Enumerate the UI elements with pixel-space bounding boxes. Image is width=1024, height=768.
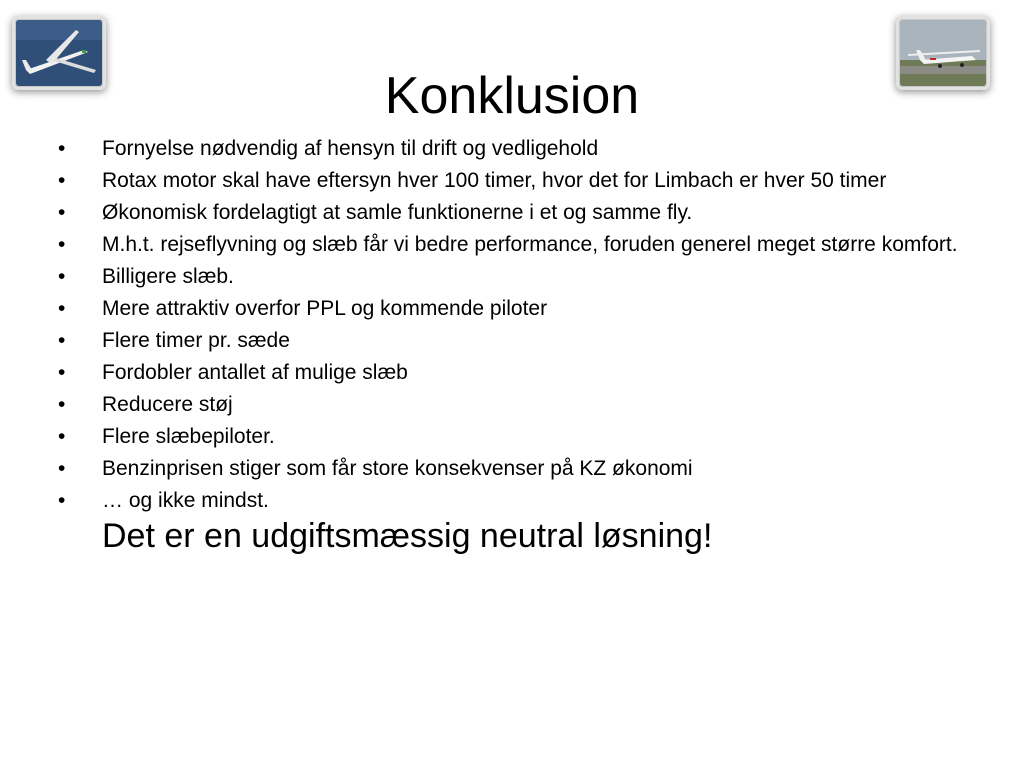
bullet-icon: •: [58, 361, 66, 384]
bullet-icon: •: [58, 169, 66, 192]
bullet-text: M.h.t. rejseflyvning og slæb får vi bedre performance, foruden generel meget større komfort.: [102, 233, 958, 256]
bullet-text: Benzinprisen stiger som får store konsekvenser på KZ økonomi: [102, 457, 693, 480]
list-item: [58, 392, 978, 418]
list-item: [58, 232, 978, 258]
bullet-text: Billigere slæb.: [102, 265, 234, 288]
list-item: [58, 200, 978, 226]
list-item: [58, 488, 978, 556]
bullet-icon: •: [58, 233, 66, 256]
conclusion-statement: Det er en udgiftsmæssig neutral løsning!: [102, 517, 713, 555]
bullet-icon: •: [58, 265, 66, 288]
slide-title: Konklusion: [384, 67, 640, 125]
list-item: [58, 328, 978, 354]
bullet-icon: •: [58, 489, 66, 512]
bullet-icon: •: [58, 425, 66, 448]
bullet-icon: •: [58, 297, 66, 320]
bullet-text: Økonomisk fordelagtigt at samle funktionerne i et og samme fly.: [102, 201, 693, 224]
bullet-text: Mere attraktiv overfor PPL og kommende piloter: [102, 297, 548, 320]
list-item: [58, 360, 978, 386]
list-item: [58, 296, 978, 322]
bullet-text: Reducere støj: [102, 393, 233, 416]
bullet-icon: •: [58, 457, 66, 480]
list-item: [58, 424, 978, 450]
list-item: [58, 456, 978, 482]
bullet-text: Flere slæbepiloter.: [102, 425, 275, 448]
bullet-icon: •: [58, 393, 66, 416]
bullet-text: Fordobler antallet af mulige slæb: [102, 361, 408, 384]
bullet-text: Rotax motor skal have eftersyn hver 100 timer, hvor det for Limbach er hver 50 timer: [102, 169, 887, 192]
bullet-text: Fornyelse nødvendig af hensyn til drift og vedligehold: [102, 137, 599, 160]
bullet-text: Flere timer pr. sæde: [102, 329, 290, 352]
list-item: [58, 264, 978, 290]
list-item: [58, 168, 978, 194]
bullet-list: [58, 136, 978, 562]
list-item: [58, 136, 978, 162]
bullet-icon: •: [58, 201, 66, 224]
bullet-text: … og ikke mindst.: [102, 489, 269, 512]
bullet-icon: •: [58, 329, 66, 352]
bullet-icon: •: [58, 137, 66, 160]
